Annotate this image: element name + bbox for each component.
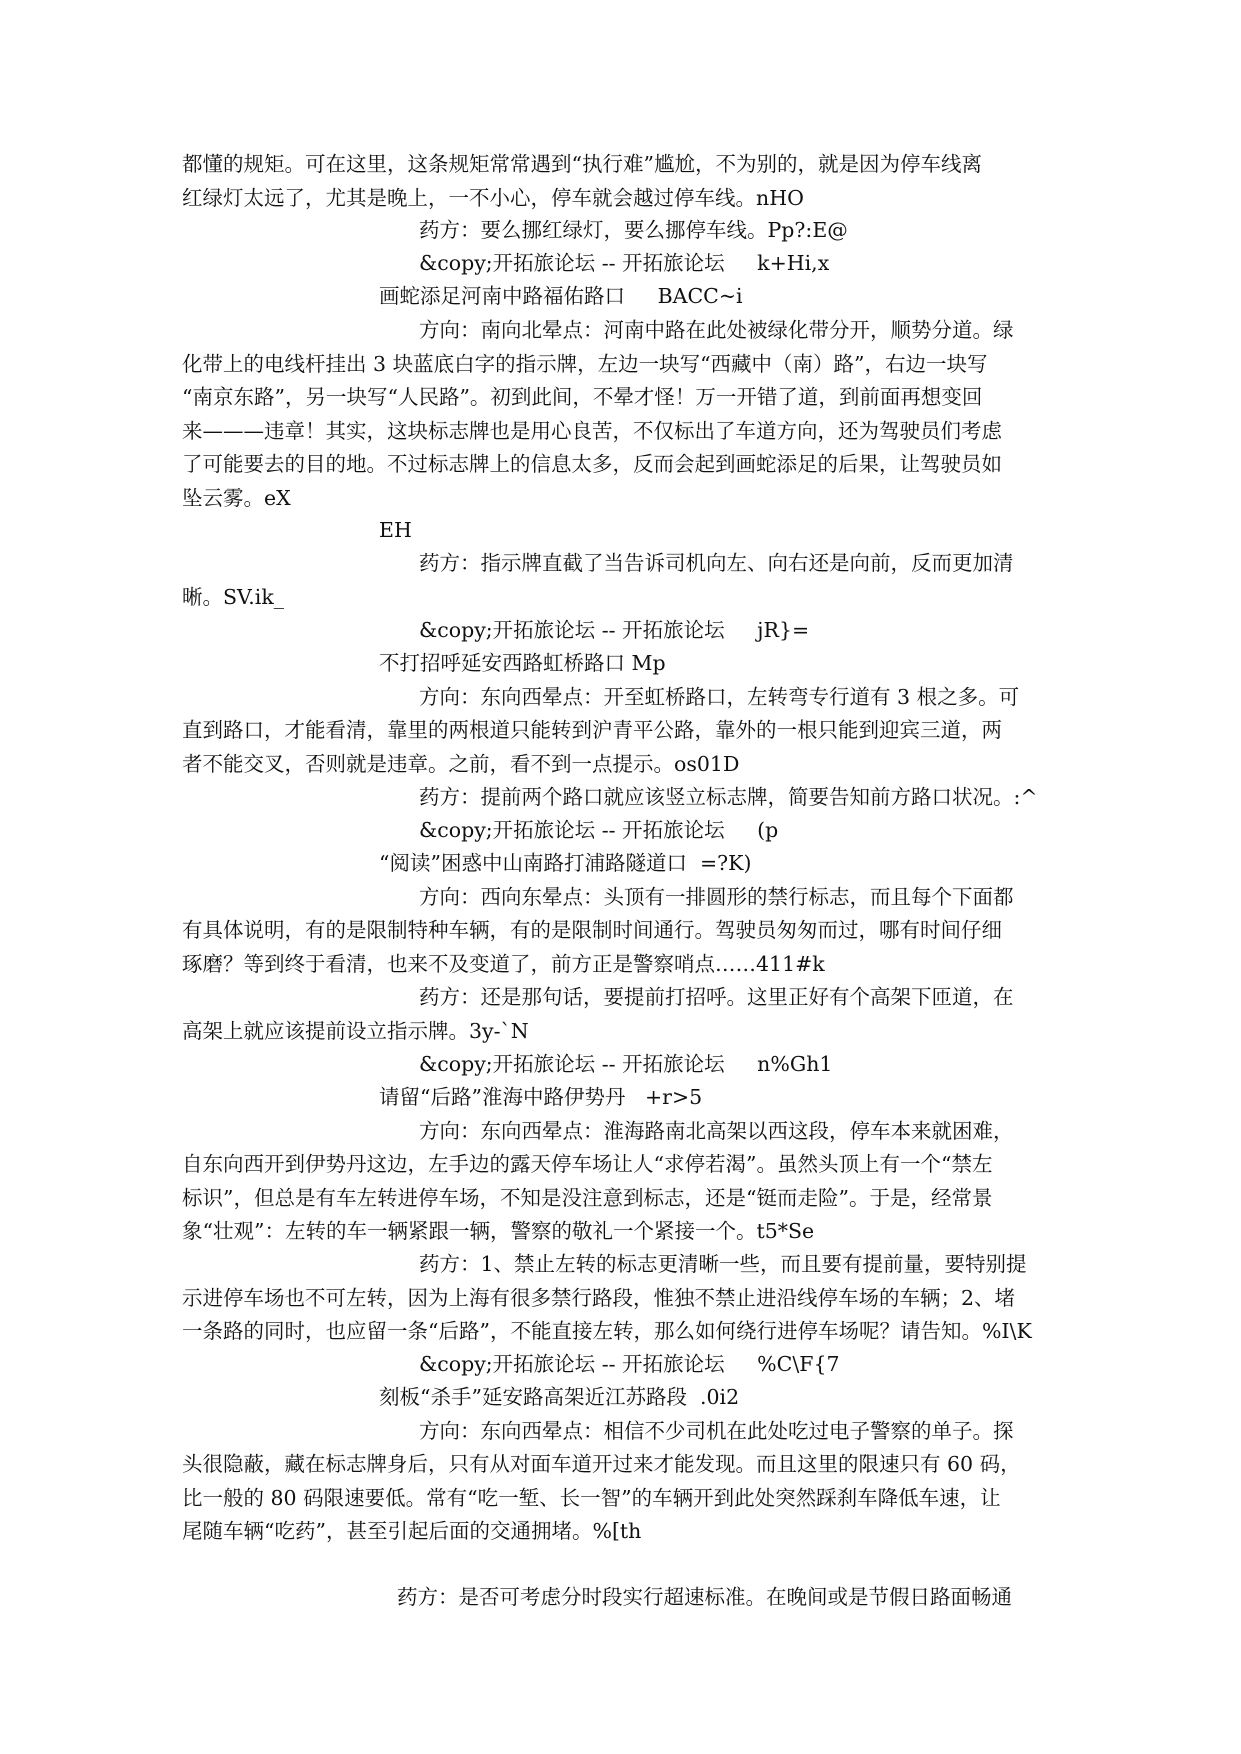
- body-line: 琢磨？等到终于看清，也来不及变道了，前方正是警察哨点……411#k: [182, 952, 825, 976]
- body-line: 晰。SV.ik_: [182, 585, 285, 609]
- body-line: 来———违章！其实，这块标志牌也是用心良苦，不仅标出了车道方向，还为驾驶员们考虑: [182, 419, 1002, 443]
- prescription-line: 药方：1、禁止左转的标志更清晰一些，而且要有提前量，要特别提: [419, 1252, 1027, 1276]
- body-line: 比一般的 80 码限速要低。常有“吃一堑、长一智”的车辆开到此处突然踩刹车降低车速，让: [182, 1486, 1001, 1510]
- body-line: 有具体说明，有的是限制特种车辆，有的是限制时间通行。驾驶员匆匆而过，哪有时间仔细: [182, 918, 1002, 942]
- prescription-line: 药方：要么挪红绿灯，要么挪停车线。Pp?:E@: [419, 218, 848, 242]
- body-line: 红绿灯太远了，尤其是晚上，一不小心，停车就会越过停车线。nHO: [182, 186, 804, 210]
- copyright-line: &copy;开拓旅论坛 -- 开拓旅论坛 jR}=: [419, 618, 810, 642]
- body-line: 自东向西开到伊势丹这边，左手边的露天停车场让人“求停若渴”。虽然头顶上有一个“禁左: [182, 1152, 993, 1176]
- body-line: 标识”，但总是有车左转进停车场，不知是没注意到标志，还是“铤而走险”。于是，经常景: [182, 1186, 993, 1210]
- body-line: 方向：东向西晕点：相信不少司机在此处吃过电子警察的单子。探: [419, 1419, 1014, 1443]
- body-line: 示进停车场也不可左转，因为上海有很多禁行路段，惟独不禁止进沿线停车场的车辆；2、堵: [182, 1286, 1016, 1310]
- section-heading: 请留“后路”淮海中路伊势丹 +r>5: [379, 1085, 703, 1109]
- body-line: 高架上就应该提前设立指示牌。3y-`N: [182, 1019, 529, 1043]
- body-line: 头很隐蔽，藏在标志牌身后，只有从对面车道开过来才能发现。而且这里的限速只有 60 码，: [182, 1452, 1021, 1476]
- body-line: 了可能要去的目的地。不过标志牌上的信息太多，反而会起到画蛇添足的后果，让驾驶员如: [182, 452, 1002, 476]
- copyright-line: &copy;开拓旅论坛 -- 开拓旅论坛 %C\F{7: [419, 1352, 840, 1376]
- section-heading: 刻板“杀手”延安路高架近江苏路段 .0i2: [379, 1385, 740, 1409]
- body-line: 方向：东向西晕点：开至虹桥路口，左转弯专行道有 3 根之多。可: [419, 685, 1020, 709]
- body-line: 化带上的电线杆挂出 3 块蓝底白字的指示牌，左边一块写“西藏中（南）路”，右边一块写: [182, 352, 988, 376]
- prescription-line: 药方：提前两个路口就应该竖立标志牌，简要告知前方路口状况。:^: [419, 785, 1038, 809]
- copyright-line: &copy;开拓旅论坛 -- 开拓旅论坛 n%Gh1: [419, 1052, 833, 1076]
- body-line: EH: [379, 518, 412, 542]
- section-heading: 不打招呼延安西路虹桥路口 Mp: [379, 651, 666, 675]
- prescription-line: 药方：是否可考虑分时段实行超速标准。在晚间或是节假日路面畅通: [397, 1585, 1012, 1609]
- body-line: 直到路口，才能看清，靠里的两根道只能转到沪青平公路，靠外的一根只能到迎宾三道，两: [182, 718, 1002, 742]
- body-line: 象“壮观”：左转的车一辆紧跟一辆，警察的敬礼一个紧接一个。t5*Se: [182, 1219, 815, 1243]
- body-line: 尾随车辆“吃药”，甚至引起后面的交通拥堵。%[th: [182, 1519, 642, 1543]
- section-heading: “阅读”困惑中山南路打浦路隧道口 =?K): [379, 851, 752, 875]
- body-line: 者不能交叉，否则就是违章。之前，看不到一点提示。os01D: [182, 752, 740, 776]
- body-line: 都懂的规矩。可在这里，这条规矩常常遇到“执行难”尴尬，不为别的，就是因为停车线离: [182, 152, 982, 176]
- body-line: 坠云雾。eX: [182, 486, 291, 510]
- body-line: 方向：东向西晕点：淮海路南北高架以西这段，停车本来就困难，: [419, 1119, 1014, 1143]
- body-line: “南京东路”，另一块写“人民路”。初到此间，不晕才怪！万一开错了道，到前面再想变回: [182, 385, 983, 409]
- copyright-line: &copy;开拓旅论坛 -- 开拓旅论坛 k+Hi,x: [419, 251, 830, 275]
- prescription-line: 药方：指示牌直截了当告诉司机向左、向右还是向前，反而更加清: [419, 551, 1014, 575]
- body-line: 方向：南向北晕点：河南中路在此处被绿化带分开，顺势分道。绿: [419, 318, 1014, 342]
- body-line: 一条路的同时，也应留一条“后路”，不能直接左转，那么如何绕行进停车场呢？请告知。%I\K: [182, 1319, 1032, 1343]
- body-line: 方向：西向东晕点：头顶有一排圆形的禁行标志，而且每个下面都: [419, 885, 1014, 909]
- section-heading: 画蛇添足河南中路福佑路口 BACC~i: [379, 284, 743, 308]
- prescription-line: 药方：还是那句话，要提前打招呼。这里正好有个高架下匝道，在: [419, 985, 1014, 1009]
- copyright-line: &copy;开拓旅论坛 -- 开拓旅论坛 (p: [419, 818, 779, 842]
